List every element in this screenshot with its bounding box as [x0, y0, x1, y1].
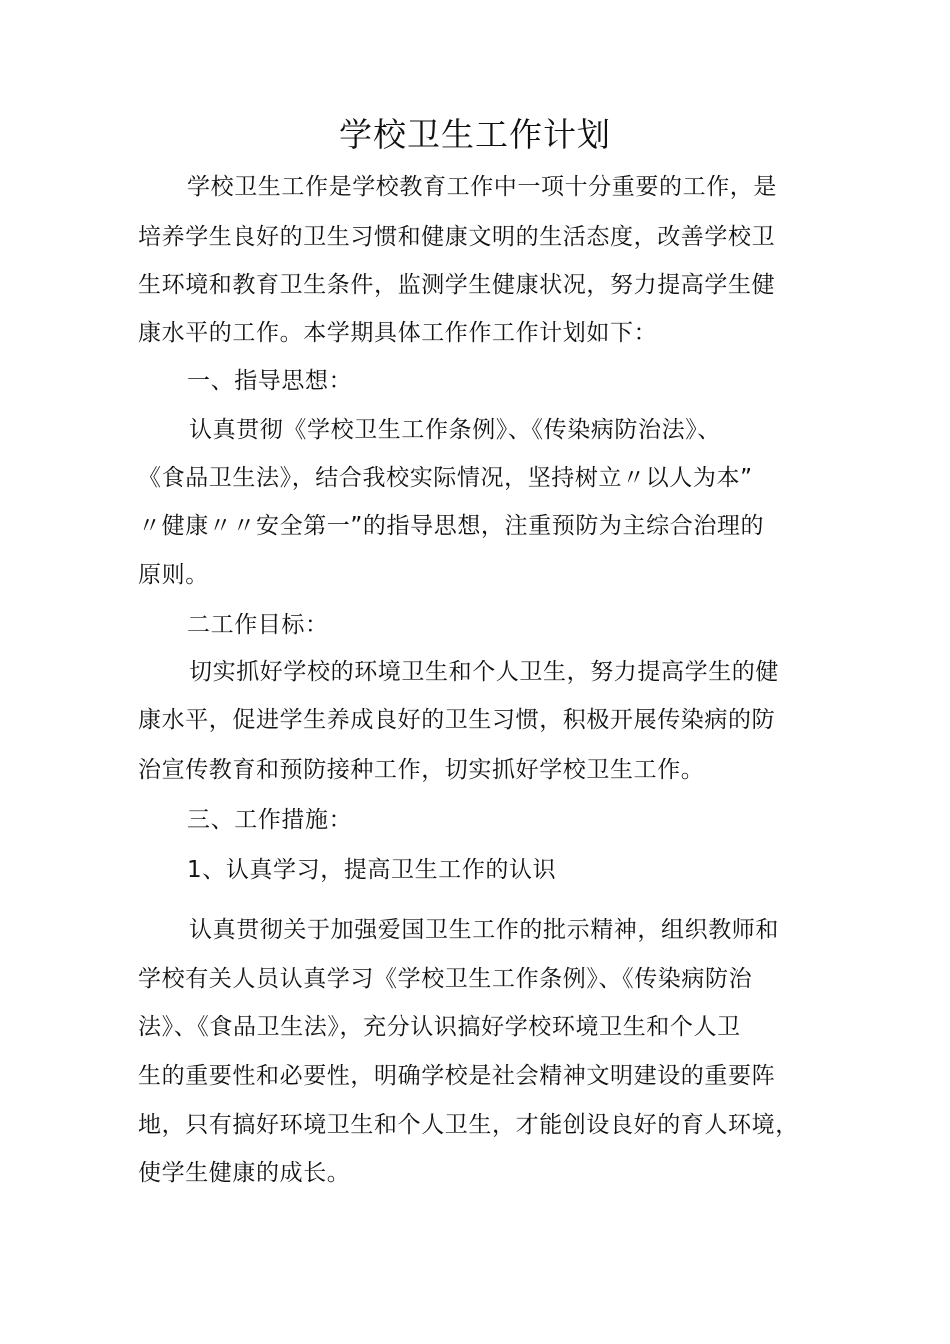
- paragraph-line: 认真贯彻《学校卫生工作条例》、《传染病防治法》、: [189, 417, 721, 443]
- paragraph-line: 使学生健康的成长。: [138, 1160, 351, 1186]
- paragraph-line: 学校卫生工作是学校教育工作中一项十分重要的工作，是: [187, 174, 777, 200]
- paragraph-line: 地，只有搞好环境卫生和个人卫生，才能创设良好的育人环境，: [138, 1112, 799, 1138]
- paragraph-line: 认真贯彻关于加强爱国卫生工作的批示精神，组织教师和: [189, 917, 779, 943]
- paragraph-line: 切实抓好学校的环境卫生和个人卫生，努力提高学生的健: [189, 659, 779, 685]
- paragraph-line: 生环境和教育卫生条件，监测学生健康状况，努力提高学生健: [138, 272, 776, 298]
- paragraph-line: 治宣传教育和预防接种工作，切实抓好学校卫生工作。: [138, 757, 705, 783]
- document-title: 学校卫生工作计划: [339, 115, 611, 154]
- paragraph-line: 学校有关人员认真学习《学校卫生工作条例》、《传染病防治: [138, 966, 753, 992]
- paragraph-line: 原则。: [138, 562, 209, 588]
- paragraph-line: 生的重要性和必要性，明确学校是社会精神文明建设的重要阵: [138, 1063, 776, 1089]
- section-heading: 三、工作措施：: [187, 807, 353, 833]
- paragraph-line: 康水平的工作。本学期具体工作作工作计划如下：: [138, 320, 658, 346]
- section-heading: 一、指导思想：: [187, 368, 353, 394]
- subsection-heading: 1、认真学习，提高卫生工作的认识: [187, 857, 557, 883]
- paragraph-line: 《食品卫生法》，结合我校实际情况，坚持树立〃以人为本”: [138, 465, 753, 491]
- paragraph-line: 康水平，促进学生养成良好的卫生习惯，积极开展传染病的防: [138, 707, 776, 733]
- paragraph-line: 培养学生良好的卫生习惯和健康文明的生活态度，改善学校卫: [138, 224, 776, 250]
- section-heading: 二工作目标：: [187, 612, 329, 638]
- paragraph-line: 〃健康〃〃安全第一”的指导思想，注重预防为主综合治理的: [138, 513, 765, 539]
- paragraph-line: 法》、《食品卫生法》，充分认识搞好学校环境卫生和个人卫: [138, 1014, 741, 1040]
